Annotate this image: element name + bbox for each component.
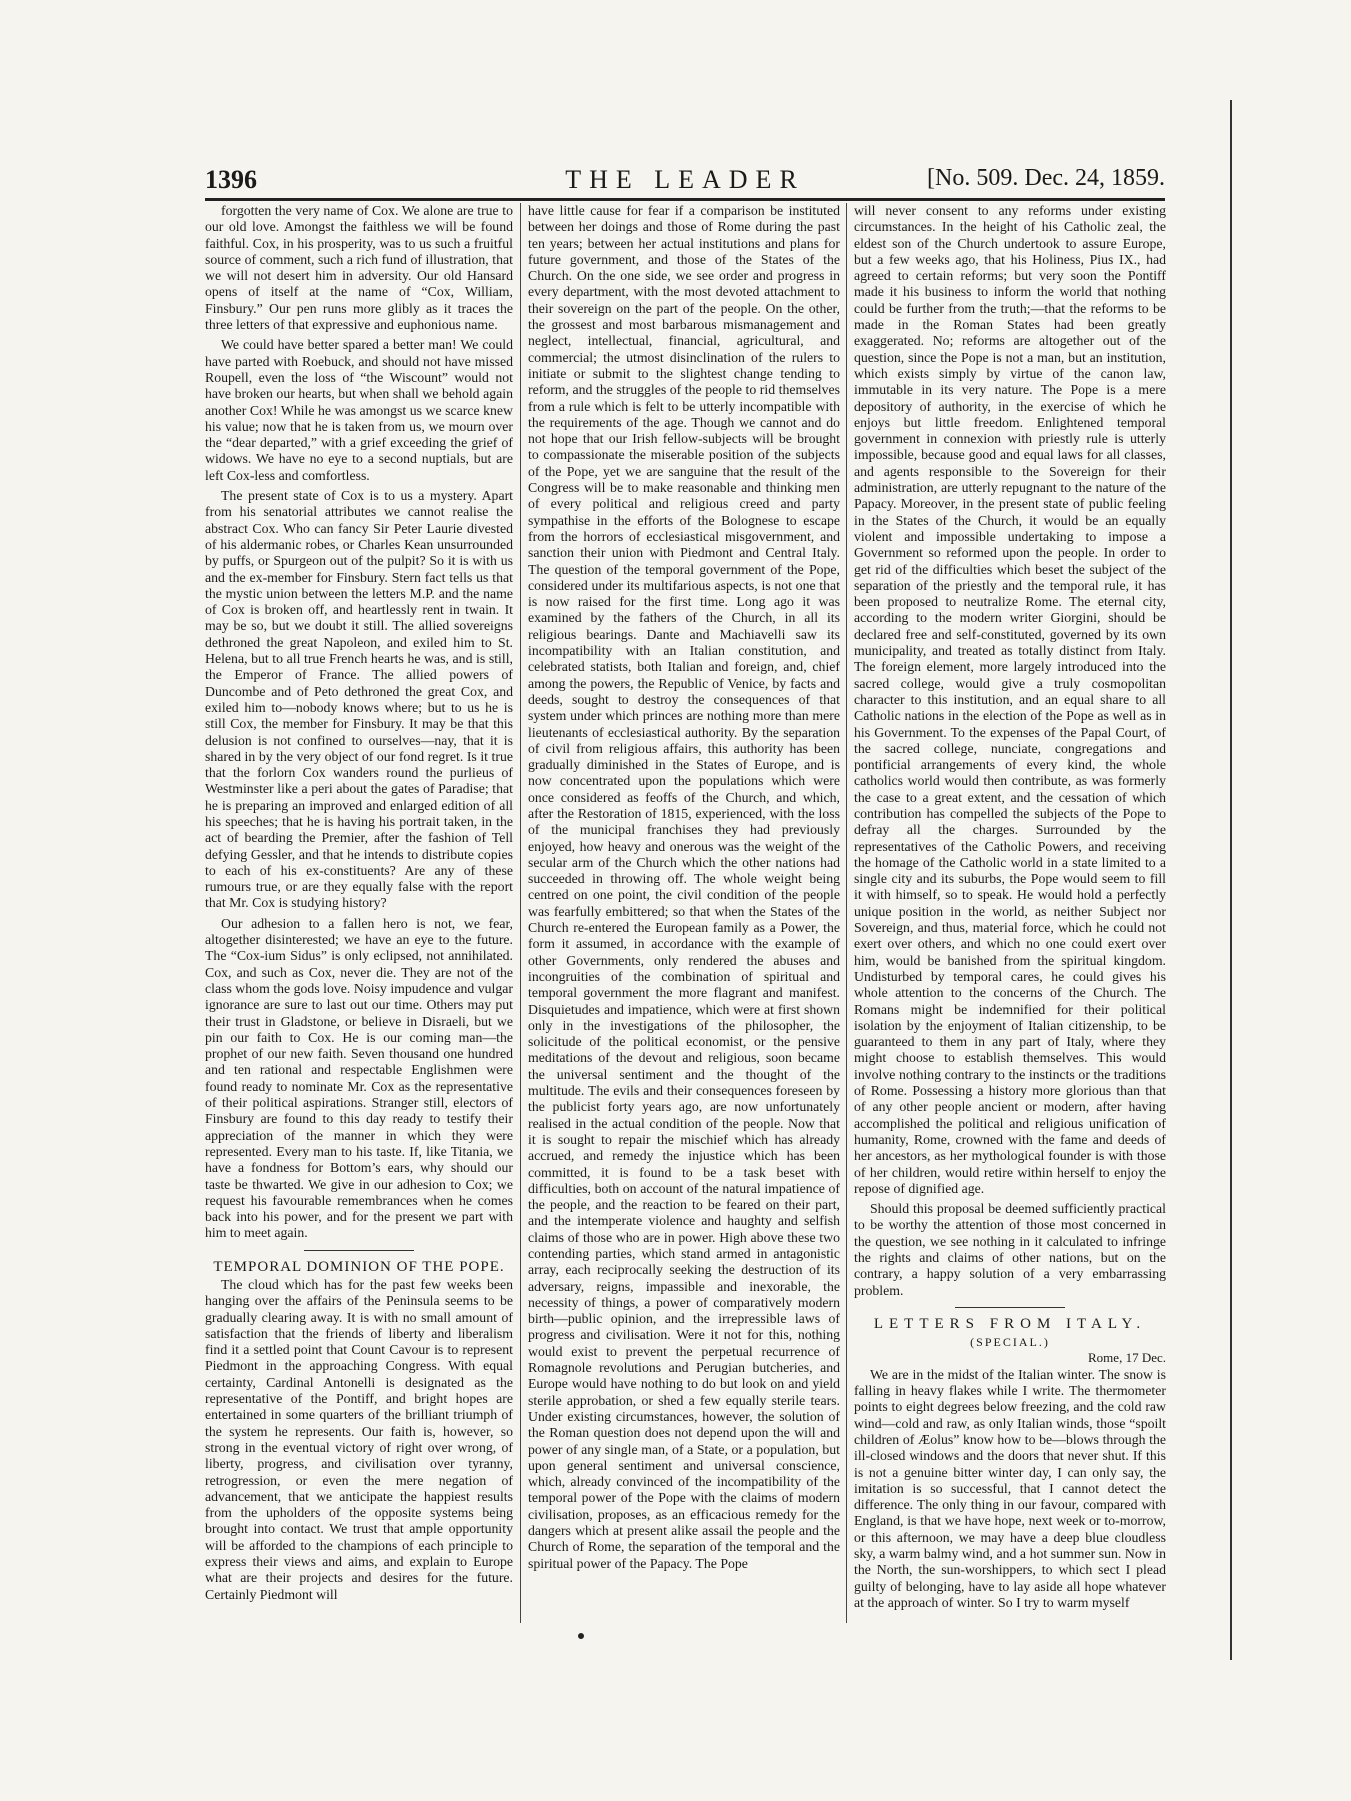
column-3 — [854, 203, 1166, 1623]
paragraph: have little cause for fear if a comparison be instituted between her doings and those of Rome during the past ten years; between her actual institutions and plans for future government, and those of the States of the Church. On the one side, we see order and progress in every department, with the most devoted attachment to their sovereign on the part of the people. On the other, the grossest and most barbarous mismanagement and neglect, intellectual, financial, agricultural, and commercial; the utmost disinclination of the rulers to initiate or submit to the slightest change tending to reform, and the struggles of the people to rid themselves from a rule which is felt to be utterly incompatible with the requirements of the age. Though we cannot and do not hope that our Irish fellow-subjects will be brought to compassionate the miserable position of the subjects of the Pope, yet we are sanguine that the result of the Congress will be to make reasonable and thinking men of every political and religious creed and party sympathise in the efforts of the Bolognese to escape from the horrors of ecclesiastical misgovernment, and sanction their union with Piedmont and Central Italy. The question of the temporal government of the Pope, considered under its multifarious aspects, is not one that is now raised for the first time. Long ago it was examined by the fathers of the Church, in all its religious bearings. Dante and Machiavelli saw its incompatibility with an Italian constitution, and celebrated statists, both Italian and foreign, and, chief among the powers, the Republic of Venice, by facts and deeds, sought to destroy the consequences of that system under which princes are nothing more than mere lieutenants of ecclesiastical authority. By the separation of civil from religious affairs, this authority has been gradually diminished in the States of Europe, and is now concentrated upon the populations which were once considered as feoffs of the Church, and which, after the Restoration of 1815, experienced, with the loss of the municipal franchises they had previously enjoyed, how heavy and onerous was the weight of the secular arm of the Church which the other nations had succeeded in throwing off. The whole weight being centred on one point, the civil condition of the people was fearfully embittered; so that when the States of the Church re-entered the European family as a Power, the form it assumed, in accordance with the example of other Governments, only rendered the abuses and incongruities of the combination of spiritual and temporal government the more flagrant and manifest. Disquietudes and impatience, which were at first shown only in the investigations of the philosopher, the solicitude of the political economist, or the pensive meditations of the devout and religious, soon became the universal sentiment and the thought of the multitude. The evils and their consequences foreseen by the publicist forty years ago, are now unfortunately realised in the actual condition of the people. Now that it is sought to repair the mischief which has already accrued, and remedy the injustice which has been committed, it is found to be a task beset with difficulties, both on account of the natural impatience of the people, and the reaction to be feared on their part, and the intemperate violence and haughty and selfish claims of those who are in power. High above these two contending parties, which stand armed in antagonistic array, each reciprocally seeking the destruction of its adversary, reigns, impassible and inexorable, the necessity of things, a power of comparatively modern birth—public opinion, and the irrepressible laws of progress and civilisation. Were it not for this, nothing would exist to prevent the perpetual recurrence of Romagnole revolutions and Perugian butcheries, and Europe would have nothing to do but look on and yield sterile approbation, or shed a few equally sterile tears. Under existing circumstances, however, the solution of the Roman question does not depend upon the will and power of any single man, of a State, or a population, but upon general sentiment and universal conscience, which, already convinced of the incompatibility of the temporal power of the Pope with the claims of modern civilisation, proposes, as an efficacious remedy for the dangers which at present alike assail the people and the Church of Rome, the separation of the temporal and the spiritual power of the Papacy. The Pope — [528, 203, 840, 1571]
section-divider — [955, 1307, 1065, 1308]
newspaper-title: THE LEADER — [565, 165, 805, 194]
issue-number-date: [No. 509. Dec. 24, 1859. — [927, 165, 1165, 191]
dateline: Rome, 17 Dec. — [1088, 1350, 1166, 1366]
column-2 — [528, 203, 840, 1623]
paragraph: We are in the midst of the Italian winter. The snow is falling in heavy flakes while I write. The thermometer points to eight degrees below freezing, and the cold raw wind—cold and raw, as only Italian winds, those “spoilt children of Æolus” know how to be—blows through the ill-closed windows and the doors that never shut. If this is not a genuine bitter winter day, I can only say, the imitation is so successful, that I cannot detect the difference. The only thing in our favour, compared with England, is that we have hope, next week or to-morrow, or this afternoon, we may have a deep blue cloudless sky, a warm balmy wind, and a hot summer sun. Now in the North, the sun-worshippers, to which sect I plead guilty of belonging, have to lay aside all hope whatever at the approach of winter. So I try to warm myself — [854, 1366, 1166, 1610]
page-number: 1396 — [205, 165, 257, 194]
paragraph: Our adhesion to a fallen hero is not, we fear, altogether disinterested; we have an eye to the future. The “Cox-ium Sidus” is only eclipsed, not annihilated. Cox, and such as Cox, never die. They are not of the class whom the gods love. Noisy impudence and vulgar ignorance are sure to last out our time. Others may put their trust in Gladstone, or believe in Disraeli, but we pin our faith to Cox. He is our coming man—the prophet of our new faith. Seven thousand one hundred and ten rational and respectable Englishmen were found ready to nominate Mr. Cox as the representative of their political aspirations. Stranger still, electors of Finsbury are found to this day ready to testify their appreciation of the manner in which they were represented. Every man to his taste. If, like Titania, we have a fondness for Bottom’s ears, why should our taste be thwarted. We give in our adhesion to Cox; we request his favourable remembrances when he comes back into his power, and for the present we part with him to meet again. — [205, 915, 513, 1241]
article-heading: LETTERS FROM ITALY. — [873, 1315, 1147, 1332]
article-subheading: (SPECIAL.) — [970, 1335, 1050, 1350]
masthead — [205, 165, 1165, 197]
column-1 — [205, 203, 513, 1623]
paragraph: forgotten the very name of Cox. We alone are true to our old love. Amongst the faithless we will be found faithful. Cox, in his prosperity, was to us such a fruitful source of comment, such a rich fund of illustration, that we will not desert him in adversity. Our old Hansard opens of itself at the name of “Cox, William, Finsbury.” Our pen runs more glibly as it traces the three letters of that expressive and euphonious name. — [205, 203, 513, 333]
section-divider — [304, 1250, 414, 1251]
column-divider — [520, 203, 521, 1623]
page-edge-line — [1230, 100, 1232, 1660]
column-divider — [846, 203, 847, 1623]
paragraph: Should this proposal be deemed sufficiently practical to be worthy the attention of those most concerned in the question, we see nothing in it calculated to infringe the rights and claims of other nations, but on the contrary, a happy solution of a very embarrassing problem. — [854, 1201, 1166, 1298]
ink-mark — [578, 1633, 584, 1639]
header-rule — [205, 198, 1165, 201]
paragraph: The cloud which has for the past few weeks been hanging over the affairs of the Peninsula seems to be gradually clearing away. It is with no small amount of satisfaction that the friends of liberty and liberalism find it a settled point that Count Cavour is to represent Piedmont in the approaching Congress. With equal certainty, Cardinal Antonelli is designated as the representative of the Pontiff, and bright hopes are entertained in some quarters of the brilliant triumph of the system he represents. Our faith is, however, so strong in the eventual victory of right over wrong, of liberty, progress, and civilisation over tyranny, retrogression, or even the mere negation of advancement, that we anticipate the happiest results from the upholders of the opposite systems being brought into contact. We trust that ample opportunity will be afforded to the champions of each principle to express their views and aims, and explain to Europe what are their projects and desires for the future. Certainly Piedmont will — [205, 1277, 513, 1602]
paragraph: The present state of Cox is to us a mystery. Apart from his senatorial attributes we cannot realise the abstract Cox. Who can fancy Sir Peter Laurie divested of his aldermanic robes, or Charles Kean unsurrounded by puffs, or Spurgeon out of the pulpit? So it is with us and the ex-member for Finsbury. Stern fact tells us that the mystic union between the letters M.P. and the name of Cox is broken off, and heartlessly rent in twain. It may be so, but we doubt it still. The allied sovereigns dethroned the great Napoleon, and exiled him to St. Helena, but to all true French hearts he was, and is still, the Emperor of France. The allied powers of Duncombe and of Peto dethroned the great Cox, and exiled him to—nobody knows where; but to us he is still Cox, the member for Finsbury. It may be that this delusion is not confined to ourselves—nay, that it is shared in by the very object of our fond regret. Is it true that the forlorn Cox wanders round the purlieus of Westminster like a peri about the gates of Paradise; that he is preparing an improved and enlarged edition of all his speeches; that he is having his portrait taken, in the act of bearding the Premier, after the fashion of Tell defying Gessler, and that he intends to distribute copies to each of his ex-constituents? Are any of these rumours true, or are they equally false with the report that Mr. Cox is studying history? — [205, 488, 513, 911]
paragraph: We could have better spared a better man! We could have parted with Roebuck, and should not have missed Roupell, even the loss of “the Wiscount” would not have broken our hearts, but when shall we behold again another Cox! While he was amongst us we scarce knew his value; now that he is taken from us, we mourn over the “dear departed,” with a grief exceeding the grief of widows. We have no eye to a second nuptials, but are left Cox-less and comfortless. — [205, 337, 513, 483]
paragraph: will never consent to any reforms under existing circumstances. In the height of his Catholic zeal, the eldest son of the Church undertook to assure Europe, but a few weeks ago, that his Holiness, Pius IX., had agreed to certain reforms; but very soon the Pontiff made it his business to inform the world that nothing could be further from the truth;—that the reforms to be made in the Roman States had been greatly exaggerated. No; reforms are altogether out of the question, since the Pope is not a man, but an institution, which exists simply by virtue of the canon law, immutable in its very nature. The Pope is a mere depository of authority, in the exercise of which he enjoys but little freedom. Enlightened temporal government in connexion with priestly rule is utterly impossible, because good and equal laws for all classes, and agents responsible to the Sovereign for their administration, are utterly repugnant to the nature of the Papacy. Moreover, in the present state of public feeling in the States of the Church, it would be an equally violent and impossible undertaking to impose a Government so reformed upon the people. In order to get rid of the difficulties which beset the subject of the separation of the priestly and the temporal rule, it has been proposed to neutralize Rome. The eternal city, according to the modern writer Giorgini, should be declared free and self-constituted, governed by its own municipality, and treated as totally distinct from Italy. The foreign element, more largely introduced into the sacred college, would give a truly cosmopolitan character to this institution, and an equal share to all Catholic nations in the election of the Pope as well as in his Government. To the expenses of the Papal Court, of the sacred college, nunciate, congregations and pontificial arrangements of every kind, the whole catholics world would then contribute, as was formerly the case to a great extent, and the cessation of which contribution has compelled the subjects of the Pope to defray all the charges. Surrounded by the representatives of the Catholic Powers, and receiving the homage of the Catholic world in a state limited to a single city and its suburbs, the Pope would seem to fill it with himself, so to speak. He would hold a perfectly unique position in the world, as neither Subject nor Sovereign, and thus, material force, which he could not exert over others, and which no one could exert over him, would be banished from the spiritual kingdom. Undisturbed by temporal cares, he could gives his whole attention to the concerns of the Church. The Romans might be indemnified for their political isolation by the enjoyment of Italian citizenship, to be guaranteed to them in any part of Italy, where they might choose to establish themselves. This would involve nothing contrary to the instincts or the traditions of Rome. Possessing a history more glorious than that of any other people ancient or modern, after having accomplished the political and religious unification of humanity, Rome, crowned with the fame and deeds of her ancestors, as her mythological founder is with those of her children, would retire within herself to enjoy the repose of dignified age. — [854, 203, 1166, 1196]
article-heading: TEMPORAL DOMINION OF THE POPE. — [213, 1258, 505, 1275]
